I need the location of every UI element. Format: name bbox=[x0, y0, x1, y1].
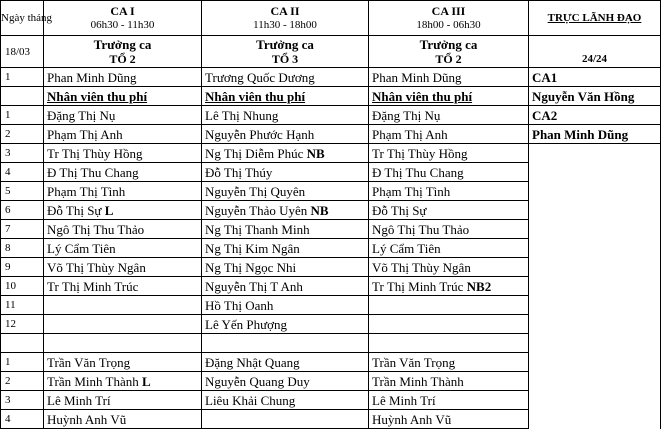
staff-row bbox=[1, 201, 661, 220]
staff-name: Phạm Thị Tình bbox=[47, 183, 126, 199]
leader-cell bbox=[529, 163, 661, 182]
ca2-support-cell bbox=[202, 372, 369, 391]
row-number: 2 bbox=[1, 372, 44, 391]
staff-name: Tr Thị Thùy Hồng bbox=[47, 145, 143, 161]
ca3-team: TỔ 2 bbox=[435, 51, 462, 66]
staff-name: Nguyễn Phước Hạnh bbox=[205, 126, 315, 142]
staff-name: Ng Thị Thanh Minh bbox=[205, 221, 310, 237]
staff-name: Đặng Thị Nụ bbox=[372, 107, 441, 123]
staff-name: Đỗ Thị Sự bbox=[372, 202, 427, 218]
ca1-support-cell bbox=[44, 391, 202, 410]
staff-name: Tr Thị Thùy Hồng bbox=[372, 145, 468, 161]
ca1-support-cell bbox=[44, 372, 202, 391]
staff-name: Trần Văn Trọng bbox=[372, 354, 456, 370]
ca3-section-label: Nhân viên thu phí bbox=[369, 87, 529, 106]
ca3-staff-cell bbox=[369, 277, 529, 296]
leader-duty-header: TRỰC LÃNH ĐẠO bbox=[529, 1, 661, 36]
leader-cell bbox=[529, 182, 661, 201]
staff-name: Lê Yến Phượng bbox=[205, 316, 288, 332]
staff-name: Ng Thị Diễm Phúc bbox=[205, 145, 304, 161]
leader-cell bbox=[529, 353, 661, 372]
ca1-section-label: Nhân viên thu phí bbox=[44, 87, 202, 106]
support-row bbox=[1, 372, 661, 391]
ca1-time: 06h30 - 11h30 bbox=[90, 19, 155, 31]
staff-tag: L bbox=[141, 373, 151, 389]
ca2-time: 11h30 - 18h00 bbox=[253, 19, 317, 31]
staff-name: Ng Thị Kim Ngân bbox=[205, 240, 300, 256]
ca2-chief-header bbox=[202, 36, 369, 68]
ca3-staff-cell bbox=[369, 106, 529, 125]
leader-cell bbox=[529, 277, 661, 296]
staff-name: Ngô Thị Thu Thảo bbox=[47, 221, 145, 237]
row-number: 4 bbox=[1, 410, 44, 429]
ca1-support-cell bbox=[44, 353, 202, 372]
ca3-staff-cell bbox=[369, 201, 529, 220]
staff-row bbox=[1, 106, 661, 125]
ca3-header bbox=[369, 1, 529, 36]
staff-row bbox=[1, 163, 661, 182]
spacer-cell bbox=[529, 334, 661, 353]
leader-duty-date: 24/24 bbox=[529, 36, 661, 68]
row-number: 6 bbox=[1, 201, 44, 220]
ca1-chief-header bbox=[44, 36, 202, 68]
ca2-chief: Trương Quốc Dương bbox=[202, 68, 369, 87]
row-number: 7 bbox=[1, 220, 44, 239]
ca2-staff-cell bbox=[202, 296, 369, 315]
ca1-staff-cell bbox=[44, 315, 202, 334]
ca1-staff-cell bbox=[44, 239, 202, 258]
ca2-role: Trưởng ca bbox=[256, 36, 314, 52]
ca3-staff-cell bbox=[369, 125, 529, 144]
staff-row bbox=[1, 315, 661, 334]
spacer-cell bbox=[1, 334, 44, 353]
ca3-staff-cell bbox=[369, 296, 529, 315]
staff-name: Võ Thị Thùy Ngân bbox=[372, 259, 471, 275]
ca1-staff-cell bbox=[44, 106, 202, 125]
ca3-staff-cell bbox=[369, 258, 529, 277]
staff-name: Lê Thị Nhung bbox=[205, 107, 279, 123]
row-number: 1 bbox=[1, 68, 44, 87]
staff-name: Huỳnh Anh Vũ bbox=[372, 411, 452, 427]
staff-row bbox=[1, 277, 661, 296]
leader-cell bbox=[529, 220, 661, 239]
spacer-cell bbox=[369, 334, 529, 353]
staff-name: Nguyễn Thị Quyên bbox=[205, 183, 306, 199]
staff-row bbox=[1, 239, 661, 258]
ca3-name: CA III bbox=[431, 4, 466, 18]
support-row bbox=[1, 410, 661, 429]
leader-cell bbox=[529, 239, 661, 258]
ca2-staff-cell bbox=[202, 125, 369, 144]
ca1-role: Trưởng ca bbox=[93, 36, 152, 52]
staff-name: Hồ Thị Oanh bbox=[205, 297, 274, 313]
ca3-chief: Phan Minh Dũng bbox=[369, 68, 529, 87]
ca2-header bbox=[202, 1, 369, 36]
row-number: 3 bbox=[1, 144, 44, 163]
section-row bbox=[1, 87, 661, 106]
ca3-staff-cell bbox=[369, 182, 529, 201]
ca1-staff-cell bbox=[44, 296, 202, 315]
staff-name: Trần Văn Trọng bbox=[47, 354, 131, 370]
leader-cell bbox=[529, 315, 661, 334]
staff-row bbox=[1, 182, 661, 201]
ca2-staff-cell bbox=[202, 315, 369, 334]
staff-row bbox=[1, 125, 661, 144]
ca2-staff-cell bbox=[202, 277, 369, 296]
ca2-team: TỔ 3 bbox=[271, 51, 299, 66]
ca2-staff-cell bbox=[202, 106, 369, 125]
ca3-support-cell bbox=[369, 372, 529, 391]
schedule-date: 18/03 bbox=[1, 36, 44, 68]
staff-tag: L bbox=[104, 202, 114, 218]
ca2-section-label: Nhân viên thu phí bbox=[202, 87, 369, 106]
section-number-cell bbox=[1, 87, 44, 106]
staff-name: Đặng Thị Nụ bbox=[47, 107, 116, 123]
ca3-staff-cell bbox=[369, 315, 529, 334]
staff-name: Phạm Thị Anh bbox=[47, 126, 123, 142]
ca2-support-cell bbox=[202, 353, 369, 372]
staff-name: Nguyễn Quang Duy bbox=[205, 373, 310, 389]
staff-name: Nguyễn Thảo Uyên bbox=[205, 202, 308, 218]
ca2-support-cell bbox=[202, 410, 369, 429]
ca1-header bbox=[44, 1, 202, 36]
ca1-support-cell bbox=[44, 410, 202, 429]
leader-ca1-label: CA1 bbox=[529, 68, 661, 87]
staff-name: Đ Thị Thu Chang bbox=[47, 164, 139, 180]
chief-row bbox=[1, 68, 661, 87]
staff-name: Lê Minh Trí bbox=[47, 392, 111, 408]
ca2-staff-cell bbox=[202, 201, 369, 220]
row-number: 4 bbox=[1, 163, 44, 182]
ca3-role: Trưởng ca bbox=[419, 36, 478, 52]
row-number: 9 bbox=[1, 258, 44, 277]
staff-name: Đ Thị Thu Chang bbox=[372, 164, 464, 180]
support-row bbox=[1, 353, 661, 372]
leader-note: CA2 bbox=[529, 106, 661, 125]
row-number: 11 bbox=[1, 296, 44, 315]
ca2-name: CA II bbox=[270, 4, 300, 18]
subheader-row bbox=[1, 36, 661, 68]
row-number: 12 bbox=[1, 315, 44, 334]
ca2-staff-cell bbox=[202, 239, 369, 258]
ca3-time: 18h00 - 06h30 bbox=[416, 19, 481, 31]
leader-cell bbox=[529, 391, 661, 410]
spacer-cell bbox=[44, 334, 202, 353]
staff-name: Tr Thị Minh Trúc bbox=[372, 278, 464, 294]
staff-name: Lý Cẩm Tiên bbox=[372, 240, 441, 256]
staff-name: Huỳnh Anh Vũ bbox=[47, 411, 127, 427]
staff-name: Ng Thị Ngọc Nhi bbox=[205, 259, 297, 275]
ca1-staff-cell bbox=[44, 144, 202, 163]
staff-tag: NB2 bbox=[466, 278, 492, 294]
ca2-staff-cell bbox=[202, 258, 369, 277]
staff-name: Trần Minh Thành bbox=[372, 373, 464, 389]
ca1-staff-cell bbox=[44, 163, 202, 182]
ca3-support-cell bbox=[369, 391, 529, 410]
staff-name: Đỗ Thị Sự bbox=[47, 202, 102, 218]
staff-row bbox=[1, 296, 661, 315]
staff-tag: NB bbox=[310, 202, 329, 218]
ca2-staff-cell bbox=[202, 220, 369, 239]
row-number: 1 bbox=[1, 106, 44, 125]
ca1-staff-cell bbox=[44, 201, 202, 220]
ca3-staff-cell bbox=[369, 144, 529, 163]
row-number: 5 bbox=[1, 182, 44, 201]
row-number: 1 bbox=[1, 353, 44, 372]
ca3-staff-cell bbox=[369, 239, 529, 258]
staff-row bbox=[1, 258, 661, 277]
ca1-staff-cell bbox=[44, 277, 202, 296]
support-row bbox=[1, 391, 661, 410]
leader-note: Nguyễn Văn Hồng bbox=[529, 87, 661, 106]
ca1-staff-cell bbox=[44, 182, 202, 201]
row-number: 8 bbox=[1, 239, 44, 258]
ca2-staff-cell bbox=[202, 144, 369, 163]
staff-name: Phạm Thị Anh bbox=[372, 126, 448, 142]
date-column-header: Ngày tháng bbox=[1, 1, 44, 36]
ca3-support-cell bbox=[369, 353, 529, 372]
leader-note: Phan Minh Dũng bbox=[529, 125, 661, 144]
staff-tag: NB bbox=[306, 145, 325, 161]
row-number: 2 bbox=[1, 125, 44, 144]
ca1-chief: Phan Minh Dũng bbox=[44, 68, 202, 87]
ca1-staff-cell bbox=[44, 220, 202, 239]
ca1-name: CA I bbox=[110, 4, 135, 18]
staff-row bbox=[1, 144, 661, 163]
leader-cell bbox=[529, 144, 661, 163]
leader-cell bbox=[529, 201, 661, 220]
staff-name: Trần Minh Thành bbox=[47, 373, 139, 389]
row-number: 10 bbox=[1, 277, 44, 296]
leader-cell bbox=[529, 410, 661, 429]
header-row bbox=[1, 1, 661, 36]
spacer-cell bbox=[202, 334, 369, 353]
staff-name: Phạm Thị Tình bbox=[372, 183, 451, 199]
ca1-team: TỔ 2 bbox=[109, 51, 136, 66]
ca2-staff-cell bbox=[202, 182, 369, 201]
staff-name: Nguyễn Thị T Anh bbox=[205, 278, 303, 294]
spacer-row bbox=[1, 334, 661, 353]
staff-name: Lê Minh Trí bbox=[372, 392, 436, 408]
staff-name: Ngô Thị Thu Thảo bbox=[372, 221, 470, 237]
staff-name: Liêu Khải Chung bbox=[205, 392, 296, 408]
leader-cell bbox=[529, 372, 661, 391]
ca2-support-cell bbox=[202, 391, 369, 410]
staff-row bbox=[1, 220, 661, 239]
ca1-staff-cell bbox=[44, 258, 202, 277]
staff-name: Võ Thị Thùy Ngân bbox=[47, 259, 146, 275]
staff-name: Đặng Nhật Quang bbox=[205, 354, 300, 370]
ca3-chief-header bbox=[369, 36, 529, 68]
leader-cell bbox=[529, 258, 661, 277]
ca2-staff-cell bbox=[202, 163, 369, 182]
ca3-staff-cell bbox=[369, 220, 529, 239]
ca3-support-cell bbox=[369, 410, 529, 429]
staff-name: Lý Cẩm Tiên bbox=[47, 240, 116, 256]
leader-cell bbox=[529, 296, 661, 315]
staff-name: Đỗ Thị Thúy bbox=[205, 164, 273, 180]
staff-name: Tr Thị Minh Trúc bbox=[47, 278, 139, 294]
ca3-staff-cell bbox=[369, 163, 529, 182]
ca1-staff-cell bbox=[44, 125, 202, 144]
row-number: 3 bbox=[1, 391, 44, 410]
